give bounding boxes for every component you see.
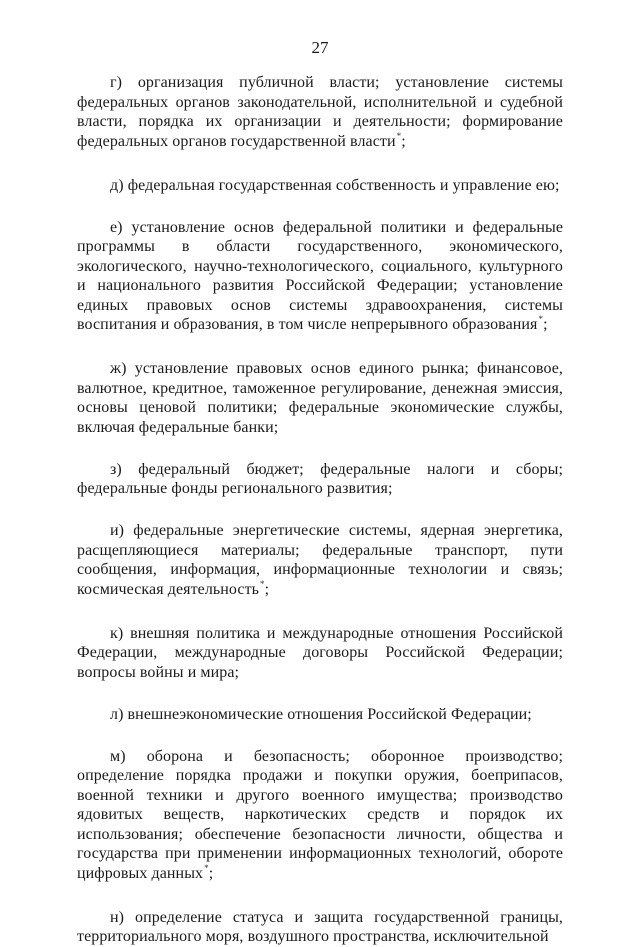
paragraph-text: м) оборона и безопасность; оборонное производство; определение порядка продажи и покупки оружия, боеприпасов, военной техники и другого военного имущества; производство ядовитых веществ, наркотических средств и порядок их использования; обеспечение безопасности личности, общества и государства при применении информационных технологий, обороте цифровых данных (77, 747, 563, 882)
paragraph-e (77, 218, 563, 337)
footnote-mark: * (204, 862, 209, 873)
footnote-mark: * (260, 578, 265, 589)
paragraph-m (77, 747, 563, 886)
paragraph-tail: ; (543, 316, 548, 333)
paragraph-text: з) федеральный бюджет; федеральные налоги и сборы; федеральные фонды регионального развития; (77, 460, 563, 497)
paragraph-i (77, 521, 563, 601)
paragraph-g (77, 73, 563, 153)
paragraph-text: л) внешнеэкономические отношения Российской Федерации; (110, 705, 532, 723)
paragraph-zh (77, 359, 563, 437)
page-number: 27 (311, 38, 329, 57)
paragraph-n (77, 908, 563, 947)
paragraph-text: д) федеральная государственная собственность и управление ею; (110, 176, 560, 194)
paragraph-z (77, 460, 563, 499)
paragraph-tail: ; (264, 580, 270, 598)
paragraph-d (77, 176, 563, 196)
paragraph-text: н) определение статуса и защита государственной границы, территориального моря, воздушного пространства, исключительной (77, 908, 563, 945)
paragraph-text: г) организация публичной власти; установление системы федеральных органов законодательной, исполнительной и судебной власти, порядка их организации и деятельности; формирование федеральных органов государственной власти (77, 74, 563, 150)
paragraph-text: и) федеральные энергетические системы, ядерная энергетика, расщепляющиеся материалы; федеральные транспорт, пути сообщения, информация, информационные технологии и связь; космическая деятельность (77, 522, 563, 598)
paragraph-tail: ; (208, 864, 214, 882)
paragraph-k (77, 624, 563, 683)
footnote-mark: * (538, 314, 544, 324)
footnote-mark: * (396, 130, 402, 141)
paragraph-text: е) установление основ федеральной политики и федеральные программы в области государственного, экономического, экологического, научно-технологического, социального, культурного и национального развития Российской Федерации; установление единых правовых основ системы здравоохранения, системы воспитания и образования, в том числе непрерывного образования (77, 218, 563, 333)
document-body (77, 73, 563, 947)
paragraph-l (77, 705, 563, 725)
paragraph-tail: ; (401, 132, 406, 150)
paragraph-text: к) внешняя политика и международные отношения Российской Федерации, международные договоры Российской Федерации; вопросы войны и мира; (77, 624, 563, 681)
paragraph-text: ж) установление правовых основ единого рынка; финансовое, валютное, кредитное, таможенное регулирование, денежная эмиссия, основы ценовой политики; федеральные экономические службы, включая федеральные банки; (77, 360, 563, 436)
